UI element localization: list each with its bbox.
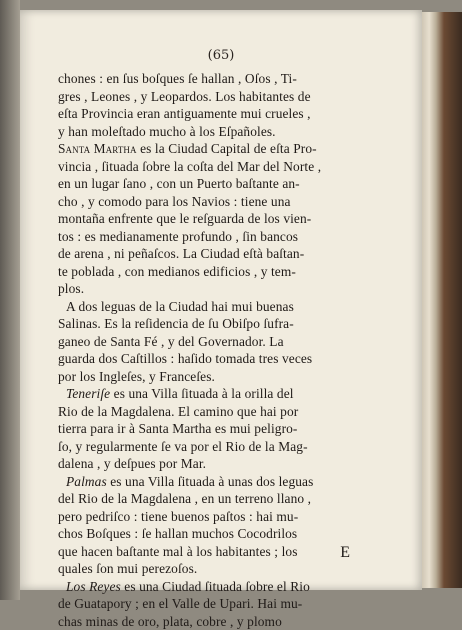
paragraph-los-reyes-first-line: [58, 578, 418, 596]
text-line: Rio de la Magdalena. El camino que hai por: [58, 403, 418, 421]
text-line: A dos leguas de la Ciudad hai mui buenas: [58, 298, 418, 316]
text-line: tos : es medianamente profundo , ſin bancos: [58, 228, 418, 246]
place-name: Los Reyes: [66, 579, 121, 594]
text-line: quales ſon mui perezoſos.: [58, 560, 418, 578]
text-line: de arena , ni peñaſcos. La Ciudad eſtà baſtan-: [58, 245, 418, 263]
text-line: tierra para ir à Santa Martha es mui peligro-: [58, 420, 418, 438]
text-line: que hacen baſtante mal à los habitantes ; los: [58, 543, 418, 561]
paragraph-palmas-first-line: [58, 473, 418, 491]
text-run: es una Ciudad ſituada ſobre el Rio: [121, 579, 310, 594]
page-number: (65): [20, 48, 422, 63]
text-line: gres , Leones , y Leopardos. Los habitantes de: [58, 88, 418, 106]
text-line: y han moleſtado mucho à los Eſpañoles.: [58, 123, 418, 141]
place-name: Santa Martha: [58, 141, 137, 156]
text-line: te poblada , con medianos edificios , y tem-: [58, 263, 418, 281]
text-line: pero pedriſco : tiene buenos paſtos : hai mu-: [58, 508, 418, 526]
text-line: de Guatapory ; en el Valle de Upari. Hai mu-: [58, 595, 418, 613]
page-fore-edge: [422, 12, 462, 588]
page-text: [58, 70, 418, 630]
text-line: en un lugar ſano , con un Puerto baſtante an-: [58, 175, 418, 193]
text-run: es la Ciudad Capital de eſta Pro-: [137, 141, 317, 156]
text-line: guarda dos Caſtillos : haſido tomada tres veces: [58, 350, 418, 368]
book-page: [20, 10, 422, 590]
text-run: es una Villa ſituada à la orilla del: [110, 386, 293, 401]
paragraph-santa-martha-first-line: [58, 140, 418, 158]
catchword: E: [340, 544, 350, 562]
book-gutter: [0, 0, 20, 600]
text-line: plos.: [58, 280, 418, 298]
text-line: ganeo de Santa Fé , y del Governador. La: [58, 333, 418, 351]
text-line: montaña enfrente que le reſguarda de los vien-: [58, 210, 418, 228]
place-name: Palmas: [66, 474, 107, 489]
text-line: dalena , y deſpues por Mar.: [58, 455, 418, 473]
text-run: es una Villa ſituada à unas dos leguas: [107, 474, 314, 489]
text-line: eſta Provincia eran antiguamente mui crueles ,: [58, 105, 418, 123]
text-line: Salinas. Es la reſidencia de ſu Obiſpo ſufra-: [58, 315, 418, 333]
text-line: chones : en ſus boſques ſe hallan , Oſos , Ti-: [58, 70, 418, 88]
place-name: Teneriſe: [66, 386, 110, 401]
text-line: del Rio de la Magdalena , en un terreno llano ,: [58, 490, 418, 508]
text-line: por los Ingleſes, y Franceſes.: [58, 368, 418, 386]
text-line: chas minas de oro, plata, cobre , y plomo: [58, 613, 418, 630]
paragraph-tenerife-first-line: [58, 385, 418, 403]
text-line: chos Boſques : ſe hallan muchos Cocodrilos: [58, 525, 418, 543]
text-line: vincia , ſituada ſobre la coſta del Mar del Norte ,: [58, 158, 418, 176]
text-line: ſo, y regularmente ſe va por el Rio de la Mag-: [58, 438, 418, 456]
text-line: cho , y comodo para los Navios : tiene una: [58, 193, 418, 211]
